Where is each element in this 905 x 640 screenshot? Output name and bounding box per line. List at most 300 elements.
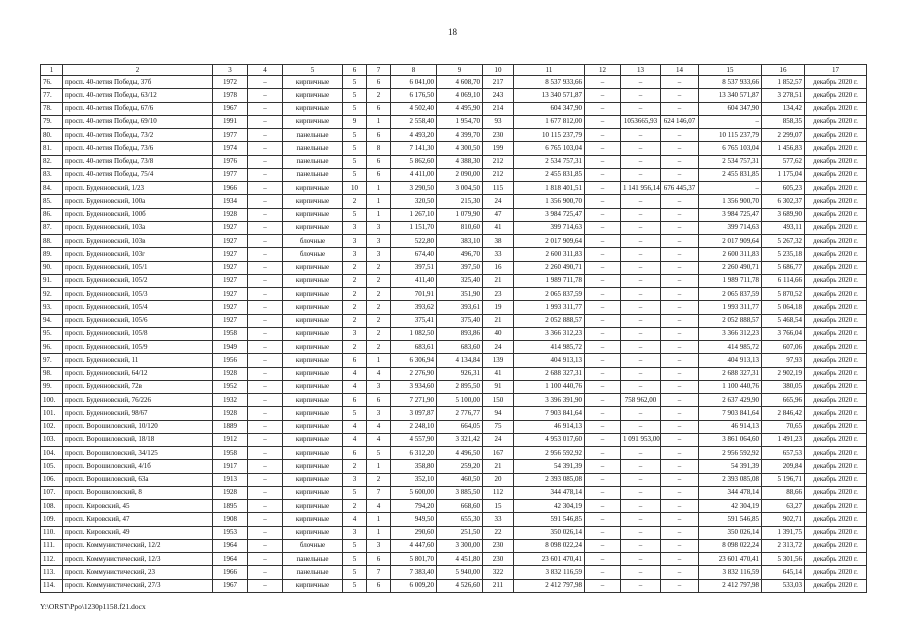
table-row: [41, 235, 867, 248]
table-cell-col-1: 114.: [41, 579, 63, 592]
table-cell-col-11: 2 052 888,57: [514, 314, 585, 327]
table-cell-col-15: 42 304,19: [699, 500, 762, 513]
table-cell-col-13: 1 141 956,14: [621, 182, 661, 195]
table-cell-col-16: 88,66: [762, 486, 805, 499]
table-cell-col-17: декабрь 2020 г.: [805, 354, 867, 367]
table-cell-col-1: 113.: [41, 566, 63, 579]
table-cell-col-9: 4 134,84: [437, 354, 483, 367]
table-cell-col-14: –: [661, 261, 699, 274]
table-cell-col-12: –: [585, 539, 621, 552]
table-cell-col-17: декабрь 2020 г.: [805, 486, 867, 499]
table-cell-col-16: 3 766,04: [762, 327, 805, 340]
table-cell-col-5: кирпичные: [283, 76, 343, 89]
table-cell-col-11: 2 688 327,31: [514, 367, 585, 380]
table-cell-col-4: –: [248, 367, 283, 380]
table-cell-col-17: декабрь 2020 г.: [805, 566, 867, 579]
table-cell-col-9: 397,50: [437, 261, 483, 274]
table-row: [41, 500, 867, 513]
table-cell-col-11: 2 260 490,71: [514, 261, 585, 274]
table-cell-col-10: 19: [483, 301, 514, 314]
table-cell-col-15: 6 765 103,04: [699, 142, 762, 155]
table-cell-col-15: 10 115 237,79: [699, 129, 762, 142]
table-cell-col-9: 2 090,00: [437, 168, 483, 181]
table-cell-col-15: 3 861 064,60: [699, 433, 762, 446]
table-cell-col-3: 1972: [213, 76, 248, 89]
table-cell-col-2: просп. Буденновский, 100б: [63, 208, 213, 221]
column-header-6: 6: [343, 65, 367, 76]
table-cell-col-16: 97,93: [762, 354, 805, 367]
table-cell-col-7: 3: [367, 380, 391, 393]
table-cell-col-12: –: [585, 341, 621, 354]
table-cell-col-13: –: [621, 89, 661, 102]
table-cell-col-16: 134,42: [762, 102, 805, 115]
table-cell-col-1: 95.: [41, 327, 63, 340]
table-cell-col-14: –: [661, 102, 699, 115]
table-cell-col-10: 41: [483, 367, 514, 380]
table-cell-col-13: –: [621, 327, 661, 340]
table-cell-col-6: 4: [343, 367, 367, 380]
table-cell-col-15: 2 637 429,90: [699, 394, 762, 407]
table-cell-col-5: панельные: [283, 155, 343, 168]
table-cell-col-17: декабрь 2020 г.: [805, 274, 867, 287]
table-cell-col-1: 91.: [41, 274, 63, 287]
table-row: [41, 261, 867, 274]
table-cell-col-2: просп. 40-летия Победы, 73/8: [63, 155, 213, 168]
table-cell-col-3: 1953: [213, 526, 248, 539]
table-cell-col-4: –: [248, 208, 283, 221]
table-cell-col-12: –: [585, 354, 621, 367]
table-cell-col-7: 3: [367, 248, 391, 261]
table-cell-col-5: блочные: [283, 248, 343, 261]
table-cell-col-13: –: [621, 354, 661, 367]
table-cell-col-12: –: [585, 235, 621, 248]
table-cell-col-16: 2 299,07: [762, 129, 805, 142]
table-cell-col-7: 3: [367, 407, 391, 420]
table-cell-col-11: 2 600 311,83: [514, 248, 585, 261]
table-cell-col-17: декабрь 2020 г.: [805, 341, 867, 354]
table-cell-col-16: 5 064,18: [762, 301, 805, 314]
column-header-5: 5: [283, 65, 343, 76]
table-cell-col-1: 102.: [41, 420, 63, 433]
table-cell-col-2: просп. Ворошиловский, 34/125: [63, 447, 213, 460]
table-cell-col-5: кирпичные: [283, 301, 343, 314]
table-cell-col-12: –: [585, 473, 621, 486]
header-row: [41, 65, 867, 76]
table-cell-col-5: кирпичные: [283, 486, 343, 499]
table-cell-col-8: 358,80: [391, 460, 437, 473]
table-cell-col-11: 3 832 116,59: [514, 566, 585, 579]
table-cell-col-10: 21: [483, 460, 514, 473]
table-cell-col-15: 13 340 571,87: [699, 89, 762, 102]
table-cell-col-14: –: [661, 394, 699, 407]
table-cell-col-6: 5: [343, 155, 367, 168]
table-cell-col-3: 1977: [213, 129, 248, 142]
table-cell-col-8: 794,20: [391, 500, 437, 513]
table-cell-col-4: –: [248, 89, 283, 102]
table-cell-col-13: 758 962,00: [621, 394, 661, 407]
table-cell-col-7: 7: [367, 566, 391, 579]
table-cell-col-12: –: [585, 208, 621, 221]
table-cell-col-6: 2: [343, 288, 367, 301]
table-cell-col-16: 2 902,19: [762, 367, 805, 380]
table-cell-col-1: 80.: [41, 129, 63, 142]
table-cell-col-14: –: [661, 248, 699, 261]
table-cell-col-9: 460,50: [437, 473, 483, 486]
column-header-17: 17: [805, 65, 867, 76]
table-cell-col-17: декабрь 2020 г.: [805, 407, 867, 420]
table-cell-col-17: декабрь 2020 г.: [805, 380, 867, 393]
table-cell-col-5: кирпичные: [283, 460, 343, 473]
table-cell-col-11: 1 356 900,70: [514, 195, 585, 208]
table-cell-col-10: 230: [483, 539, 514, 552]
table-cell-col-2: просп. Буденновский, 103г: [63, 248, 213, 261]
table-cell-col-9: 4 496,50: [437, 447, 483, 460]
table-cell-col-7: 2: [367, 341, 391, 354]
table-cell-col-9: 3 300,00: [437, 539, 483, 552]
table-cell-col-15: 54 391,39: [699, 460, 762, 473]
table-cell-col-11: 1 993 311,77: [514, 301, 585, 314]
table-cell-col-15: 1 989 711,78: [699, 274, 762, 287]
table-row: [41, 288, 867, 301]
table-cell-col-10: 15: [483, 500, 514, 513]
table-cell-col-1: 86.: [41, 208, 63, 221]
table-cell-col-15: 404 913,13: [699, 354, 762, 367]
table-cell-col-11: 3 984 725,47: [514, 208, 585, 221]
table-cell-col-15: 2 956 592,92: [699, 447, 762, 460]
table-cell-col-17: декабрь 2020 г.: [805, 76, 867, 89]
table-cell-col-2: просп. Коммунистический, 12/3: [63, 553, 213, 566]
table-cell-col-9: 4 069,10: [437, 89, 483, 102]
table-cell-col-6: 2: [343, 500, 367, 513]
column-header-13: 13: [621, 65, 661, 76]
table-cell-col-15: 2 393 085,08: [699, 473, 762, 486]
column-header-11: 11: [514, 65, 585, 76]
table-cell-col-5: панельные: [283, 553, 343, 566]
table-cell-col-12: –: [585, 102, 621, 115]
table-row: [41, 380, 867, 393]
table-cell-col-17: декабрь 2020 г.: [805, 155, 867, 168]
table-cell-col-16: 5 235,18: [762, 248, 805, 261]
table-cell-col-7: 8: [367, 142, 391, 155]
table-cell-col-4: –: [248, 354, 283, 367]
table-cell-col-4: –: [248, 513, 283, 526]
column-header-15: 15: [699, 65, 762, 76]
table-cell-col-10: 217: [483, 76, 514, 89]
table-cell-col-15: 399 714,63: [699, 221, 762, 234]
table-cell-col-6: 5: [343, 566, 367, 579]
table-cell-col-16: 1 391,75: [762, 526, 805, 539]
table-cell-col-12: –: [585, 248, 621, 261]
table-cell-col-7: 2: [367, 314, 391, 327]
table-cell-col-4: –: [248, 155, 283, 168]
table-cell-col-7: 3: [367, 539, 391, 552]
table-cell-col-9: 3 004,50: [437, 182, 483, 195]
table-cell-col-4: –: [248, 526, 283, 539]
table-row: [41, 221, 867, 234]
table-cell-col-2: просп. Буденновский, 105/1: [63, 261, 213, 274]
table-cell-col-17: декабрь 2020 г.: [805, 460, 867, 473]
table-cell-col-9: 655,30: [437, 513, 483, 526]
table-cell-col-12: –: [585, 182, 621, 195]
table-cell-col-14: –: [661, 354, 699, 367]
table-cell-col-5: кирпичные: [283, 447, 343, 460]
table-cell-col-9: 893,86: [437, 327, 483, 340]
table-cell-col-5: кирпичные: [283, 380, 343, 393]
table-cell-col-11: 399 714,63: [514, 221, 585, 234]
table-cell-col-1: 96.: [41, 341, 63, 354]
table-cell-col-4: –: [248, 274, 283, 287]
table-cell-col-1: 92.: [41, 288, 63, 301]
table-cell-col-12: –: [585, 579, 621, 592]
table-cell-col-6: 3: [343, 526, 367, 539]
table-cell-col-14: –: [661, 235, 699, 248]
table-cell-col-5: кирпичные: [283, 394, 343, 407]
table-cell-col-7: 7: [367, 486, 391, 499]
table-cell-col-11: 54 391,39: [514, 460, 585, 473]
table-row: [41, 155, 867, 168]
table-cell-col-5: кирпичные: [283, 341, 343, 354]
table-cell-col-17: декабрь 2020 г.: [805, 473, 867, 486]
table-cell-col-4: –: [248, 102, 283, 115]
table-row: [41, 89, 867, 102]
table-cell-col-12: –: [585, 76, 621, 89]
table-cell-col-13: –: [621, 526, 661, 539]
table-cell-col-8: 683,61: [391, 341, 437, 354]
column-header-3: 3: [213, 65, 248, 76]
table-cell-col-7: 6: [367, 102, 391, 115]
table-cell-col-12: –: [585, 115, 621, 128]
table-cell-col-8: 5 600,00: [391, 486, 437, 499]
table-cell-col-1: 106.: [41, 473, 63, 486]
table-cell-col-15: 3 366 312,23: [699, 327, 762, 340]
column-header-16: 16: [762, 65, 805, 76]
table-cell-col-10: 230: [483, 129, 514, 142]
table-cell-col-3: 1928: [213, 208, 248, 221]
table-cell-col-17: декабрь 2020 г.: [805, 500, 867, 513]
table-cell-col-4: –: [248, 486, 283, 499]
table-cell-col-5: кирпичные: [283, 102, 343, 115]
table-cell-col-1: 104.: [41, 447, 63, 460]
table-cell-col-8: 7 141,30: [391, 142, 437, 155]
table-cell-col-7: 1: [367, 526, 391, 539]
table-cell-col-15: 2 600 311,83: [699, 248, 762, 261]
table-cell-col-3: 1976: [213, 155, 248, 168]
table-cell-col-8: 4 557,90: [391, 433, 437, 446]
table-cell-col-1: 93.: [41, 301, 63, 314]
table-cell-col-14: –: [661, 195, 699, 208]
table-cell-col-9: 496,70: [437, 248, 483, 261]
table-cell-col-9: 668,60: [437, 500, 483, 513]
table-cell-col-7: 4: [367, 433, 391, 446]
table-cell-col-4: –: [248, 142, 283, 155]
table-cell-col-3: 1958: [213, 447, 248, 460]
table-cell-col-12: –: [585, 367, 621, 380]
table-row: [41, 486, 867, 499]
table-cell-col-16: 5 468,54: [762, 314, 805, 327]
table-cell-col-10: 24: [483, 341, 514, 354]
table-cell-col-14: –: [661, 500, 699, 513]
table-cell-col-6: 3: [343, 248, 367, 261]
table-cell-col-6: 2: [343, 314, 367, 327]
table-cell-col-12: –: [585, 407, 621, 420]
table-row: [41, 433, 867, 446]
table-cell-col-13: –: [621, 261, 661, 274]
table-cell-col-6: 5: [343, 407, 367, 420]
table-cell-col-2: просп. Буденновский, 64/12: [63, 367, 213, 380]
table-cell-col-3: 1917: [213, 460, 248, 473]
table-cell-col-7: 4: [367, 367, 391, 380]
table-cell-col-14: –: [661, 380, 699, 393]
table-cell-col-12: –: [585, 526, 621, 539]
column-header-7: 7: [367, 65, 391, 76]
table-cell-col-4: –: [248, 473, 283, 486]
table-cell-col-10: 21: [483, 274, 514, 287]
table-cell-col-3: 1932: [213, 394, 248, 407]
table-row: [41, 142, 867, 155]
table-cell-col-7: 6: [367, 76, 391, 89]
table-cell-col-16: 5 686,77: [762, 261, 805, 274]
table-cell-col-16: 577,62: [762, 155, 805, 168]
table-cell-col-12: –: [585, 168, 621, 181]
table-cell-col-14: –: [661, 341, 699, 354]
table-row: [41, 76, 867, 89]
table-cell-col-11: 2 534 757,31: [514, 155, 585, 168]
table-cell-col-11: 3 396 391,90: [514, 394, 585, 407]
table-cell-col-13: –: [621, 235, 661, 248]
table-cell-col-8: 1 082,50: [391, 327, 437, 340]
table-cell-col-13: –: [621, 314, 661, 327]
table-cell-col-12: –: [585, 553, 621, 566]
table-cell-col-7: 2: [367, 274, 391, 287]
table-cell-col-2: просп. Буденновский, 105/3: [63, 288, 213, 301]
table-cell-col-1: 110.: [41, 526, 63, 539]
table-cell-col-3: 1958: [213, 327, 248, 340]
table-cell-col-9: 5 100,00: [437, 394, 483, 407]
table-cell-col-13: –: [621, 566, 661, 579]
table-cell-col-4: –: [248, 579, 283, 592]
table-cell-col-13: –: [621, 486, 661, 499]
table-row: [41, 182, 867, 195]
table-cell-col-2: просп. 40-летия Победы, 67/6: [63, 102, 213, 115]
table-cell-col-3: 1974: [213, 142, 248, 155]
table-cell-col-1: 78.: [41, 102, 63, 115]
table-cell-col-13: –: [621, 579, 661, 592]
table-cell-col-15: 344 478,14: [699, 486, 762, 499]
table-row: [41, 248, 867, 261]
table-cell-col-1: 79.: [41, 115, 63, 128]
table-row: [41, 327, 867, 340]
table-cell-col-9: 383,10: [437, 235, 483, 248]
table-cell-col-10: 212: [483, 168, 514, 181]
table-row: [41, 168, 867, 181]
table-cell-col-16: 5 870,52: [762, 288, 805, 301]
table-cell-col-8: 6 306,94: [391, 354, 437, 367]
table-cell-col-16: 6 114,66: [762, 274, 805, 287]
table-cell-col-8: 7 271,90: [391, 394, 437, 407]
table-cell-col-12: –: [585, 513, 621, 526]
housing-register-table: [40, 64, 867, 593]
table-cell-col-7: 1: [367, 182, 391, 195]
table-cell-col-10: 243: [483, 89, 514, 102]
table-cell-col-10: 40: [483, 327, 514, 340]
table-cell-col-6: 2: [343, 301, 367, 314]
table-cell-col-14: –: [661, 553, 699, 566]
table-cell-col-12: –: [585, 314, 621, 327]
table-cell-col-13: –: [621, 513, 661, 526]
table-cell-col-6: 4: [343, 380, 367, 393]
table-cell-col-2: просп. Кировский, 45: [63, 500, 213, 513]
table-row: [41, 420, 867, 433]
table-cell-col-17: декабрь 2020 г.: [805, 367, 867, 380]
table-cell-col-9: 2 776,77: [437, 407, 483, 420]
table-cell-col-1: 88.: [41, 235, 63, 248]
table-cell-col-6: 10: [343, 182, 367, 195]
table-cell-col-5: кирпичные: [283, 579, 343, 592]
table-cell-col-4: –: [248, 301, 283, 314]
table-cell-col-13: –: [621, 460, 661, 473]
table-cell-col-16: 858,35: [762, 115, 805, 128]
table-cell-col-15: 1 993 311,77: [699, 301, 762, 314]
table-cell-col-10: 94: [483, 407, 514, 420]
table-cell-col-15: 3 832 116,59: [699, 566, 762, 579]
table-cell-col-10: 230: [483, 553, 514, 566]
table-cell-col-3: 1895: [213, 500, 248, 513]
table-cell-col-6: 6: [343, 447, 367, 460]
table-row: [41, 447, 867, 460]
table-cell-col-14: –: [661, 473, 699, 486]
table-cell-col-16: 5 301,56: [762, 553, 805, 566]
table-cell-col-3: 1928: [213, 407, 248, 420]
table-row: [41, 553, 867, 566]
table-cell-col-7: 2: [367, 327, 391, 340]
table-cell-col-5: блочные: [283, 235, 343, 248]
table-cell-col-7: 5: [367, 447, 391, 460]
table-cell-col-16: 2 846,42: [762, 407, 805, 420]
table-cell-col-15: 8 098 022,24: [699, 539, 762, 552]
table-cell-col-2: просп. Ворошиловский, 4/1б: [63, 460, 213, 473]
table-cell-col-2: просп. Буденновский, 103в: [63, 235, 213, 248]
table-cell-col-12: –: [585, 288, 621, 301]
table-cell-col-12: –: [585, 420, 621, 433]
table-cell-col-10: 24: [483, 433, 514, 446]
table-cell-col-6: 5: [343, 129, 367, 142]
page-number: 18: [448, 27, 457, 37]
table-cell-col-6: 5: [343, 102, 367, 115]
table-cell-col-3: 1927: [213, 301, 248, 314]
table-cell-col-8: 352,10: [391, 473, 437, 486]
table-cell-col-1: 87.: [41, 221, 63, 234]
table-cell-col-8: 290,60: [391, 526, 437, 539]
table-cell-col-9: 3 321,42: [437, 433, 483, 446]
table-cell-col-7: 4: [367, 500, 391, 513]
table-cell-col-11: 2 393 085,08: [514, 473, 585, 486]
table-cell-col-8: 6 041,00: [391, 76, 437, 89]
table-cell-col-16: 533,03: [762, 579, 805, 592]
table-cell-col-7: 6: [367, 129, 391, 142]
table-cell-col-17: декабрь 2020 г.: [805, 447, 867, 460]
table-cell-col-8: 6 009,20: [391, 579, 437, 592]
table-cell-col-13: –: [621, 420, 661, 433]
table-cell-col-13: –: [621, 274, 661, 287]
table-cell-col-11: 3 366 312,23: [514, 327, 585, 340]
table-cell-col-8: 1 151,70: [391, 221, 437, 234]
table-cell-col-2: просп. Ворошиловский, 8: [63, 486, 213, 499]
table-cell-col-13: –: [621, 539, 661, 552]
table-cell-col-14: –: [661, 579, 699, 592]
table-cell-col-3: 1967: [213, 579, 248, 592]
table-cell-col-1: 77.: [41, 89, 63, 102]
table-cell-col-7: 1: [367, 460, 391, 473]
